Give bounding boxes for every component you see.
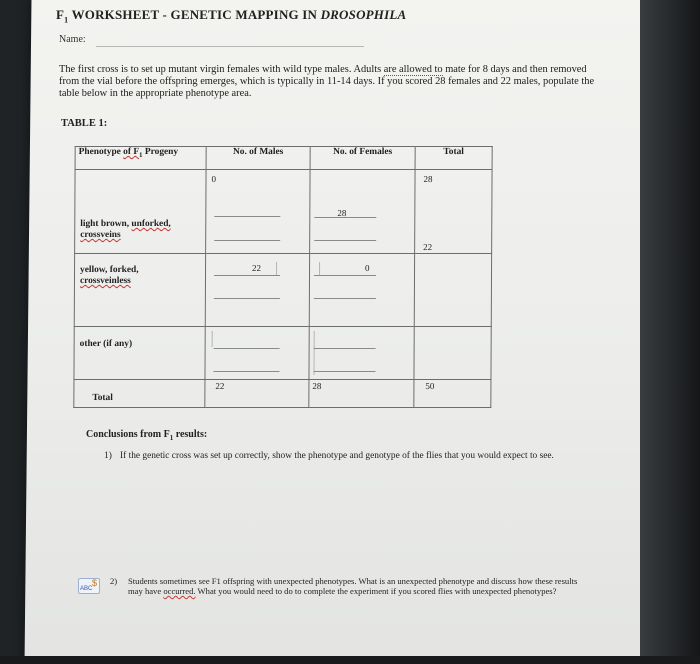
table-title: TABLE 1:	[61, 118, 108, 129]
question-1: 1) If the genetic cross was set up correctly, show the phenotype and genotype of the flies that you would expect to see.	[104, 451, 554, 461]
females-cell[interactable]: 28	[310, 170, 415, 254]
worksheet-title: $F_1$ WORKSHEET - GENETIC MAPPING IN DROSOPHILA	[56, 7, 407, 25]
table-row	[74, 327, 491, 380]
table-row	[74, 254, 491, 327]
total-cell[interactable]: 22	[414, 254, 491, 327]
intro-paragraph: The first cross is to set up mutant virgin females with wild type males. Adults are allowed to mate for 8 days and then removed from the vial before the offspring emerges, which is typically in 11-14 days. If you scored 28 females and 22 males, populate the table below in the appropriate phenotype area.	[59, 64, 595, 99]
desk-edge	[0, 656, 700, 664]
spellcheck-icon[interactable]: ABC $	[78, 578, 100, 594]
totals-row	[74, 380, 491, 408]
females-header: No. of Females	[310, 147, 415, 170]
phenotype-header: Phenotype of $F_1$ Progeny	[75, 147, 206, 170]
name-label: Name:	[59, 34, 86, 45]
females-cell[interactable]: 0	[309, 254, 414, 327]
name-field[interactable]	[96, 46, 364, 47]
total-cell[interactable]: 28	[415, 170, 492, 254]
phenotype-cell: yellow, forked, crossveinless	[74, 254, 205, 327]
conclusions-heading: Conclusions from $F_1$ results:	[86, 429, 208, 442]
males-total-cell[interactable]: 22	[205, 380, 309, 408]
males-cell[interactable]	[205, 327, 309, 380]
total-label-cell: Total	[74, 380, 205, 408]
question-2: 2) Students sometimes see F1 offspring with unexpected phenotypes. What is an unexpected phenotype and discuss how these results may have occurred. What you would need to do to complete the experiment if you scored flies with unexpected phenotypes?	[110, 576, 578, 596]
total-cell[interactable]	[414, 327, 491, 380]
males-cell[interactable]: 0	[206, 170, 310, 254]
background-shadow	[640, 0, 700, 664]
table-row	[75, 170, 492, 254]
grand-total-cell[interactable]: 50	[414, 380, 491, 408]
females-cell[interactable]	[309, 327, 414, 380]
phenotype-cell: other (if any)	[74, 327, 205, 380]
grammar-suggestion[interactable]: are allowed to	[383, 64, 443, 75]
table-header-row	[75, 147, 492, 170]
males-cell[interactable]: 22	[205, 254, 309, 327]
total-header: Total	[415, 147, 492, 170]
phenotype-cell: light brown, unforked, crossveins	[75, 170, 206, 254]
females-total-cell[interactable]: 28	[309, 380, 414, 408]
progeny-table	[73, 146, 492, 408]
males-header: No. of Males	[206, 147, 310, 170]
